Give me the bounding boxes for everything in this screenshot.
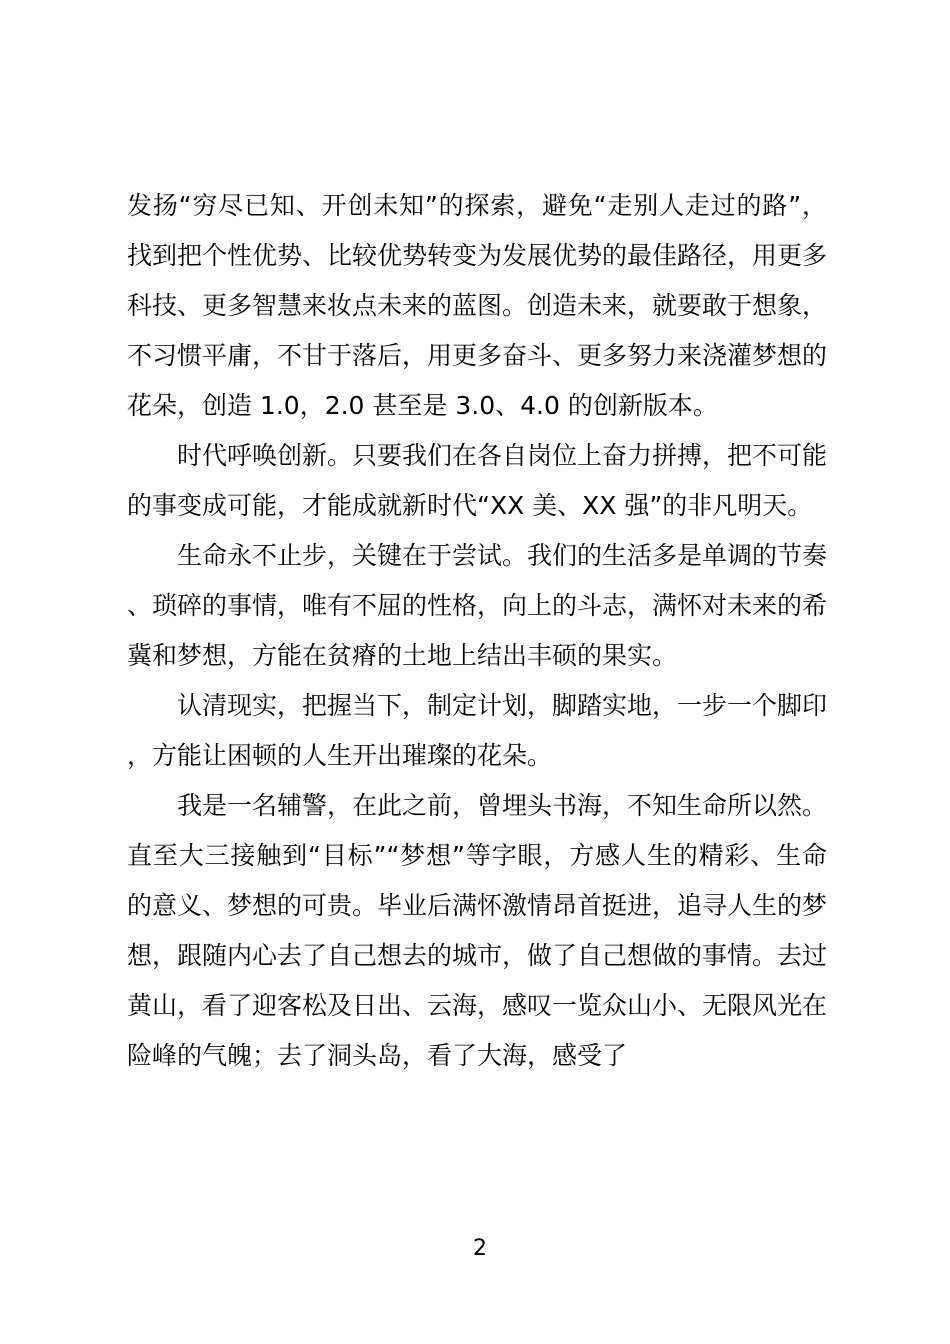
page-number: 2 bbox=[473, 1236, 487, 1261]
paragraph-continuation: 发扬“穷尽已知、开创未知”的探索，避免“走别人走过的路”，找到把个性优势、比较优势转变为发展优势的最佳路径，用更多科技、更多智慧来妆点未来的蓝图。创造未来，就要敢于想象，不习惯平庸，不甘于落后，用更多奋斗、更多努力来浇灌梦想的花朵，创造 1.0，2.0 甚至是 3.0、4.0 的创新版本。 bbox=[127, 191, 828, 420]
paragraph-era-innovation: 时代呼唤创新。只要我们在各自岗位上奋力拼搏，把不可能的事变成可能，才能成就新时代“XX 美、XX 强”的非凡明天。 bbox=[127, 441, 828, 520]
paragraph-auxiliary-police: 我是一名辅警，在此之前，曾埋头书海，不知生命所以然。直至大三接触到“目标”“梦想”等字眼，方感人生的精彩、生命的意义、梦想的可贵。毕业后满怀激情昂首挺进，追寻人生的梦想，跟随内心去了自己想去的城市，做了自己想做的事情。去过黄山，看了迎客松及日出、云海，感叹一览众山小、无限风光在险峰的气魄；去了洞头岛，看了大海，感受了 bbox=[127, 791, 828, 1070]
paragraph-life-never-stops: 生命永不止步，关键在于尝试。我们的生活多是单调的节奏、琐碎的事情，唯有不屈的性格，向上的斗志，满怀对未来的希冀和梦想，方能在贫瘠的土地上结出丰硕的果实。 bbox=[127, 541, 828, 670]
paragraph-face-reality: 认清现实，把握当下，制定计划，脚踏实地，一步一个脚印，方能让困顿的人生开出璀璨的花朵。 bbox=[127, 691, 828, 770]
body-text bbox=[127, 181, 827, 1081]
